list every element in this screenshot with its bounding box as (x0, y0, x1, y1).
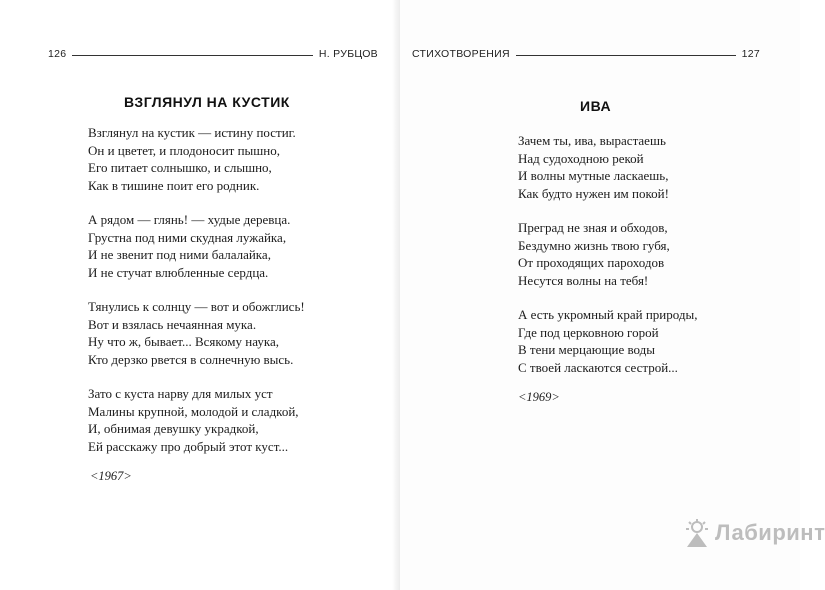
poem-line: Как будто нужен им покой! (518, 185, 669, 201)
stanza (88, 124, 305, 194)
poem-line: Преград не зная и обходов, (518, 220, 668, 235)
stanza (88, 211, 305, 281)
poem-line: Его питает солнышко, и слышно, (88, 160, 272, 175)
poem-title: ВЗГЛЯНУЛ НА КУСТИК (124, 94, 290, 110)
poem-date: <1969> (518, 390, 560, 404)
poem-line: Ей расскажу про добрый этот куст... (88, 438, 289, 454)
watermark (683, 518, 825, 548)
poem-line: И, обнимая девушку украдкой, (88, 421, 259, 436)
poem-title: ИВА (580, 98, 612, 114)
poem-date: <1967> (90, 469, 132, 483)
poem-line: Зачем ты, ива, вырастаешь (518, 133, 666, 148)
poem-line: Тянулись к солнцу — вот и обожглись! (88, 299, 305, 314)
header-rule (516, 55, 736, 56)
left-page-number: 126 (48, 48, 67, 60)
poem-line: Ну что ж, бывает... Всякому наука, (88, 334, 279, 349)
poem-body (88, 124, 305, 486)
right-page-number: 127 (741, 48, 760, 60)
poem-body (518, 132, 698, 407)
poem-line: Кто дерзко рвется в солнечную высь. (88, 351, 294, 367)
poem-line: С твоей ласкаются сестрой... (518, 359, 678, 375)
poem-line: И волны мутные ласкаешь, (518, 168, 669, 183)
poem-line: А рядом — глянь! — худые деревца. (88, 212, 291, 227)
poem-line: И не стучат влюбленные сердца. (88, 264, 269, 280)
labyrinth-logo-icon (683, 518, 711, 548)
poem-line: Взглянул на кустик — истину постиг. (88, 125, 296, 140)
left-page (0, 0, 400, 590)
right-running-head (412, 44, 760, 60)
poem-line: Несутся волны на тебя! (518, 272, 649, 288)
poem-line: Он и цветет, и плодоносит пышно, (88, 142, 280, 158)
poem-line: От проходящих пароходов (518, 255, 665, 270)
poem-line: Зато с куста нарву для милых уст (88, 386, 273, 401)
poem-line: А есть укромный край природы, (518, 307, 698, 322)
poem-line: Малины крупной, молодой и сладкой, (88, 403, 299, 419)
poem-line: Над судоходною рекой (518, 150, 644, 166)
poem-line: В тени мерцающие воды (518, 342, 655, 357)
left-running-head (48, 44, 378, 60)
poem-line: Грустна под ними скудная лужайка, (88, 229, 287, 245)
right-section-name: СТИХОТВОРЕНИЯ (412, 48, 510, 60)
poem-line: Как в тишине поит его родник. (88, 177, 260, 193)
left-author-name: Н. РУБЦОВ (318, 48, 378, 60)
poem-line: Где под церковною горой (518, 324, 659, 340)
watermark-text: Лабиринт (715, 520, 825, 545)
right-page (400, 0, 825, 590)
poem-line: Бездумно жизнь твою губя, (518, 237, 670, 253)
stanza (88, 298, 305, 368)
poem-line: И не звенит под ними балалайка, (88, 247, 271, 262)
stanza (518, 306, 698, 376)
stanza (88, 385, 305, 455)
poem-line: Вот и взялась нечаянная мука. (88, 316, 257, 332)
stanza (518, 132, 698, 202)
header-rule (72, 55, 312, 56)
stanza (518, 219, 698, 289)
